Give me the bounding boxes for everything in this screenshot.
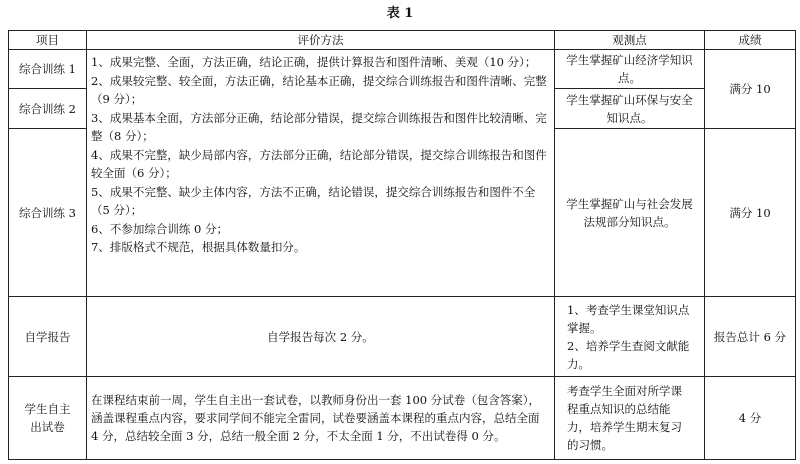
score-cell: 满分 10 [705,129,796,297]
evaluation-table [8,30,796,460]
method-cell: 在课程结束前一周，学生自主出一套试卷，以教师身份出一套 100 分试卷（包含答案），涵盖课程重点内容，要求同学间不能完全雷同，试卷要涵盖本课程的重点内容，总结全面 4 分，总结较全面 3 分，总结一般全面 2 分，不太全面 1 分，不出试卷得 0 分。 [87,377,555,460]
header-score: 成绩 [705,31,796,50]
observe-line: 2、培养学生查阅文献能力。 [567,338,690,371]
score-cell: 4 分 [705,377,796,460]
table-caption: 表 1 [386,6,414,21]
observe-cell: 学生掌握矿山与社会发展法规部分知识点。 [555,129,705,297]
method-line: 2、成果较完整、较全面，方法正确，结论基本正确，提交综合训练报告和图件清晰、完整（9 分）； [91,73,547,106]
method-line: 1、成果完整、全面，方法正确，结论正确，提供计算报告和图件清晰、美观（10 分）； [91,55,537,69]
item-cell: 学生自主出试卷 [9,377,87,460]
table-row [9,377,796,460]
item-cell: 综合训练 3 [9,129,87,297]
observe-cell [555,297,705,377]
method-line: 4、成果不完整，缺少局部内容，方法部分正确，结论部分错误，提交综合训练报告和图件较全面（6 分）； [91,147,547,180]
observe-line: 1、考查学生课堂知识点掌握。 [567,302,690,335]
table-row [9,50,796,89]
method-line: 5、成果不完整、缺少主体内容，方法不正确，结论错误，提交综合训练报告和图件不全（5 分）； [91,184,536,217]
item-cell: 综合训练 1 [9,50,87,89]
score-cell: 报告总计 6 分 [705,297,796,377]
header-method: 评价方法 [87,31,555,50]
table-row [9,297,796,377]
method-line: 6、不参加综合训练 0 分； [91,221,228,236]
item-cell: 综合训练 2 [9,89,87,129]
observe-cell: 学生掌握矿山环保与安全知识点。 [555,89,705,129]
method-line: 7、排版格式不规范，根据具体数量扣分。 [91,240,306,254]
observe-cell: 学生掌握矿山经济学知识点。 [555,50,705,89]
header-observe: 观测点 [555,31,705,50]
method-cell: 自学报告每次 2 分。 [87,297,555,377]
method-line: 3、成果基本全面，方法部分正确，结论部分错误，提交综合训练报告和图件比较清晰、完整（8 分）； [91,110,547,143]
score-cell: 满分 10 [705,50,796,129]
observe-cell: 考查学生全面对所学课程重点知识的总结能力，培养学生期末复习的习惯。 [555,377,705,460]
header-row [9,31,796,50]
method-cell [87,50,555,297]
header-item: 项目 [9,31,87,50]
item-cell: 自学报告 [9,297,87,377]
